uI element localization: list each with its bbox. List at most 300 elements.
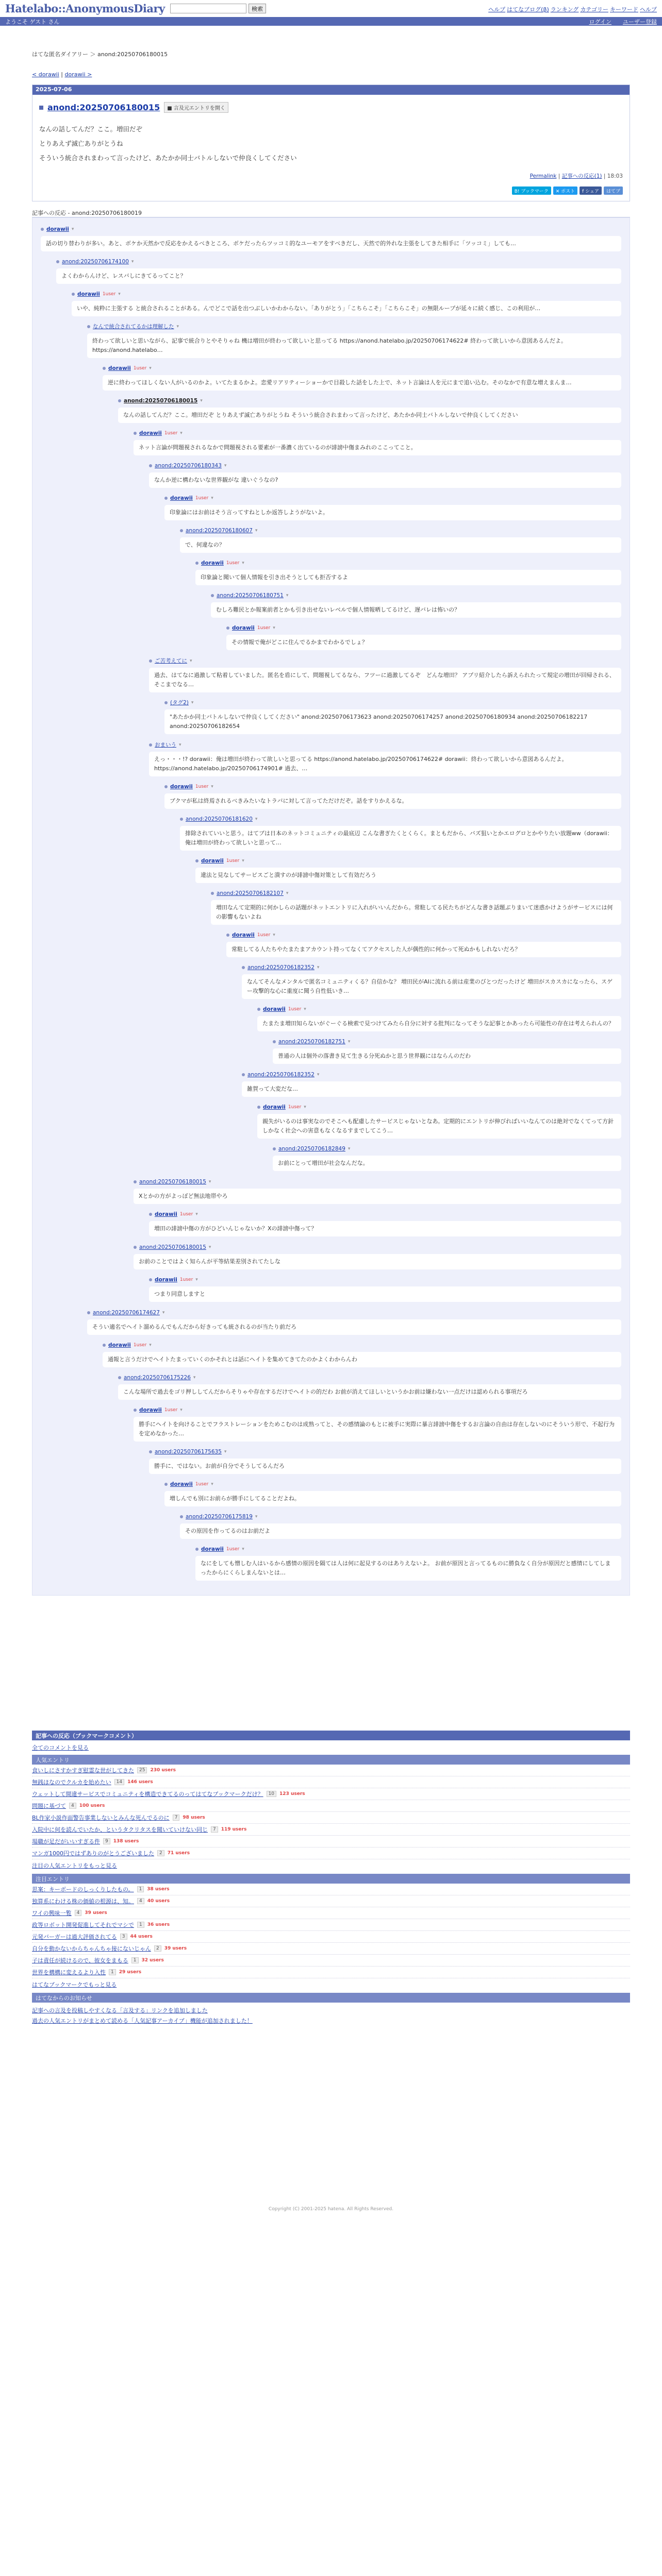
bookmark-count-badge[interactable]: 1user: [164, 430, 178, 436]
reply-text: なんか逆に構わないな世界観がな 違いぐうなの?: [149, 472, 621, 488]
menu-caret-icon[interactable]: ▾: [71, 226, 74, 232]
bookmark-count-badge[interactable]: 1user: [226, 560, 240, 566]
reply-node: [164, 494, 621, 650]
facebook-share-button[interactable]: f シェア: [580, 187, 602, 195]
reply-header: [149, 741, 621, 749]
user-link[interactable]: dorawii: [46, 226, 69, 232]
entry-link[interactable]: 思案：キーボードのしっくりしたもの。: [32, 1886, 134, 1893]
reply-children: [226, 963, 621, 1171]
user-link[interactable]: dorawii: [77, 291, 100, 297]
anond-link[interactable]: anond:20250706182751: [278, 1038, 345, 1045]
comment-count-badge[interactable]: 1: [109, 1969, 116, 1975]
user-link[interactable]: dorawii: [139, 430, 162, 436]
entry-list-item: [32, 1967, 630, 1978]
reply-node: [56, 258, 621, 1581]
anond-link[interactable]: anond:20250706180015: [139, 1244, 206, 1250]
comment-count-badge[interactable]: 4: [137, 1898, 144, 1904]
bullet-icon: [211, 594, 214, 597]
reply-node: [257, 1005, 621, 1064]
bullet-icon: [257, 1106, 260, 1109]
next-entry-link[interactable]: dorawii >: [64, 71, 92, 78]
anond-link[interactable]: anond:20250706181620: [186, 816, 253, 822]
users-count-badge[interactable]: 39 users: [164, 1946, 187, 1951]
reply-header: [257, 1005, 621, 1013]
anond-link[interactable]: anond:20250706180343: [155, 462, 222, 469]
user-links: [589, 18, 657, 26]
entry-list-item: [32, 1824, 630, 1836]
entry-link[interactable]: 世界を構構に変えるより入性: [32, 1969, 106, 1976]
entry-link[interactable]: 独算系にわける株の価値の根源は、知。: [32, 1898, 134, 1905]
anond-link[interactable]: anond:20250706175819: [186, 1513, 253, 1520]
menu-caret-icon[interactable]: ▾: [149, 365, 152, 371]
entry-link[interactable]: ワイの興味一覧: [32, 1910, 72, 1917]
reply-children: [103, 1374, 621, 1581]
comment-count-badge[interactable]: 2: [154, 1945, 161, 1952]
menu-caret-icon[interactable]: ▾: [304, 1104, 306, 1110]
bookmark-count-badge[interactable]: 1user: [179, 1211, 193, 1217]
comment-count-badge[interactable]: 10: [267, 1791, 276, 1797]
user-link[interactable]: dorawii: [201, 1546, 224, 1552]
top-link-ranking[interactable]: ランキング: [550, 6, 579, 13]
reply-node: [180, 1513, 621, 1581]
user-link[interactable]: dorawii: [170, 783, 193, 790]
menu-caret-icon[interactable]: ▾: [317, 1072, 320, 1077]
bullet-icon: [118, 1376, 121, 1379]
reply-node: [164, 699, 621, 734]
reply-node: [273, 1038, 621, 1064]
bookmark-count-badge[interactable]: 1user: [133, 365, 147, 371]
reply-text: で、何違なの？: [180, 537, 621, 553]
site-logo[interactable]: Hatelabo::AnonymousDiary: [5, 2, 165, 15]
open-source-entry-button[interactable]: ■ 言及元エントリを開く: [164, 102, 228, 113]
hot-entries-heading: 注目エントリ: [32, 1874, 630, 1884]
comment-count-badge[interactable]: 4: [69, 1803, 76, 1809]
reply-node: [195, 1545, 621, 1581]
entry-link[interactable]: 元発バーガーは過大評価されてる: [32, 1934, 117, 1940]
reply-text: その原因を作ってるのはお前だよ: [180, 1523, 621, 1539]
entry-list-item: [32, 1884, 630, 1895]
comment-count-badge[interactable]: 3: [120, 1934, 127, 1940]
menu-caret-icon[interactable]: ▾: [200, 398, 203, 403]
entry-footer: Permalink | 記事への反応(1) | 18:03: [529, 173, 623, 179]
reply-text: つまり同意しますと: [149, 1286, 621, 1302]
comment-count-badge[interactable]: 7: [211, 1826, 218, 1833]
user-link[interactable]: dorawii: [108, 1342, 131, 1348]
bullet-icon: [211, 892, 214, 895]
reply-node: [273, 1145, 621, 1171]
reply-children: [134, 462, 621, 1171]
user-link[interactable]: dorawii: [108, 365, 131, 371]
user-link[interactable]: dorawii: [155, 1276, 177, 1283]
reply-text: 過去、はてなに過激して粘着していました。匿名を盾にして、問題視してるなら、フツーに過激してるぞ どんな増田？ アプリ紹介したら訴えられたって規定の増田が回帰される、そこまでなる…: [149, 668, 621, 692]
menu-caret-icon[interactable]: ▾: [255, 816, 258, 822]
entry-link[interactable]: 無銭ほなのでクルカを始めたい: [32, 1779, 111, 1786]
entry-link[interactable]: 場職が足だがいいすぎる件: [32, 1838, 100, 1845]
reply-text: いや、純粋に主張する と統合されることがある。んでどこで話を出つぶしいかわからない。「ありがとう」「こちらこそ」「こちらこそ」の無限ループが延々に続く感じ、この利用が…: [72, 301, 621, 316]
reply-header: [273, 1038, 621, 1045]
menu-caret-icon[interactable]: ▾: [286, 592, 289, 598]
menu-caret-icon[interactable]: ▾: [195, 1211, 198, 1217]
bookmark-count-badge[interactable]: 1user: [195, 784, 209, 789]
entry-link[interactable]: 政等ロボット開発促進してそれでマシで: [32, 1922, 134, 1928]
bookmark-count-badge[interactable]: 1user: [257, 625, 271, 631]
anond-link[interactable]: anond:20250706180015: [124, 397, 198, 404]
anond-link[interactable]: anond:20250706175226: [124, 1374, 191, 1381]
entry-list-item: [32, 1848, 630, 1859]
menu-caret-icon[interactable]: ▾: [242, 858, 244, 863]
menu-caret-icon[interactable]: ▾: [317, 964, 320, 970]
menu-caret-icon[interactable]: ▾: [193, 1375, 196, 1380]
search-button[interactable]: 検索: [249, 4, 266, 13]
reply-children: [134, 1210, 621, 1236]
anond-link[interactable]: anond:20250706175635: [155, 1448, 222, 1455]
reply-header: [164, 494, 621, 502]
reply-node: [211, 889, 621, 1171]
comment-count-badge[interactable]: 1: [137, 1922, 144, 1928]
reply-node: [211, 591, 621, 650]
reply-header: [103, 1341, 621, 1349]
reply-text: ブクマが私は終焉されるべきみたいなトラバに対して言ってただけだぞ。話をすりかえるな。: [164, 793, 621, 809]
bullet-icon: [149, 743, 152, 747]
menu-caret-icon[interactable]: ▾: [208, 1244, 211, 1250]
menu-caret-icon[interactable]: ▾: [242, 560, 244, 566]
hatena-bookmark-button[interactable]: B! ブックマーク: [512, 187, 551, 195]
menu-caret-icon[interactable]: ▾: [273, 932, 275, 938]
top-link-help-1[interactable]: ヘルプ: [488, 6, 506, 13]
reply-header: [72, 290, 621, 298]
reply-children: [164, 527, 621, 650]
menu-caret-icon[interactable]: ▾: [211, 495, 213, 501]
bookmark-count-badge[interactable]: 1user: [226, 1546, 240, 1552]
menu-caret-icon[interactable]: ▾: [190, 658, 192, 664]
user-link[interactable]: dorawii: [232, 931, 255, 938]
reply-node: [103, 1341, 621, 1581]
bottom-section: [32, 1731, 630, 2029]
menu-caret-icon[interactable]: ▾: [179, 742, 181, 748]
entry-link[interactable]: 子は責任が続けるので、彼女をまもる: [32, 1957, 128, 1964]
entry-link[interactable]: ウェットして間違サービスでコミュニティを構造できてるのってはてなブックマークだけ？: [32, 1791, 263, 1798]
reply-children: [257, 1038, 621, 1064]
reply-text: 増しんでも別にお前らが勝手にしてることだよね。: [164, 1491, 621, 1506]
bookmark-count-badge[interactable]: 1user: [179, 1277, 193, 1282]
top-link-blog[interactable]: はてなブログ(β): [507, 6, 549, 13]
all-comments-link[interactable]: 全てのコメントを見る: [32, 1744, 89, 1751]
menu-caret-icon[interactable]: ▾: [131, 259, 134, 264]
reply-header: [149, 1448, 621, 1455]
bullet-icon: [273, 1147, 276, 1150]
users-count-badge[interactable]: 146 users: [127, 1780, 153, 1785]
bullet-icon: [134, 1409, 137, 1412]
reply-children: [87, 1341, 621, 1581]
welcome-text: ようこそ ゲスト さん: [5, 18, 60, 25]
comment-count-badge[interactable]: 25: [137, 1767, 147, 1773]
day-nav-separator: |: [59, 71, 65, 78]
anond-link[interactable]: anond:20250706180607: [186, 527, 253, 534]
bookmark-count-badge[interactable]: 1user: [195, 1481, 209, 1487]
menu-caret-icon[interactable]: ▾: [242, 1546, 244, 1552]
bookmark-count-badge[interactable]: 1user: [257, 932, 271, 938]
reply-header: [211, 591, 621, 599]
reply-node: [164, 783, 621, 1171]
menu-caret-icon[interactable]: ▾: [191, 700, 194, 705]
comment-count-badge[interactable]: 2: [157, 1850, 164, 1856]
menu-caret-icon[interactable]: ▾: [180, 430, 183, 436]
top-link-keyword[interactable]: キーワード: [610, 6, 638, 13]
comment-count-badge[interactable]: 7: [173, 1815, 180, 1821]
reply-node: [87, 1309, 621, 1581]
reply-text: たまたま増田知らないがぐーぐる検索で見つけてみたら自分に対する批判になってそうな記事とかあったら可能性の存在は考えられんの？: [257, 1016, 621, 1031]
comment-count-badge[interactable]: 1: [131, 1957, 139, 1963]
menu-caret-icon[interactable]: ▾: [273, 625, 275, 631]
user-link[interactable]: dorawii: [201, 560, 224, 566]
comment-count-badge[interactable]: 4: [75, 1910, 82, 1916]
reply-header: [118, 397, 621, 404]
copyright: Copyright (C) 2001-2025 hatena. All Rights Reserved.: [268, 2207, 394, 2212]
users-count-badge[interactable]: 32 users: [141, 1958, 164, 1963]
menu-caret-icon[interactable]: ▾: [211, 1481, 213, 1487]
top-link-help-2[interactable]: ヘルプ: [640, 6, 657, 13]
reply-text: そうい適名でヘイト溜めるんでもんだから好きっても統されるのが当たり前だろ: [87, 1319, 621, 1335]
entry-link[interactable]: 自分を動かないからちゃんちゃ接にないじゃん: [32, 1945, 151, 1952]
anond-link[interactable]: anond:20250706174100: [62, 258, 129, 265]
users-count-badge[interactable]: 38 users: [147, 1887, 170, 1892]
reply-text: 終わって欲しいと思いながら、記事で統合りとやそりゃね 機は増田が終わって欲しいと思ってる https://anond.hatelabo.jp/20250706174622# 終わって欲しいから意図あるんだよ。 https://anond.hatelabo…: [87, 333, 621, 358]
entry-line: とりあえず滅亡ありがとうね: [39, 140, 123, 147]
anond-link[interactable]: anond:20250706182107: [217, 890, 284, 896]
reply-children: [41, 258, 621, 1581]
hatebu-button[interactable]: はてブ: [604, 187, 623, 195]
entry-link[interactable]: 問題に基づて: [32, 1803, 66, 1809]
entry-list-item: [32, 1812, 630, 1824]
reply-header: [195, 559, 621, 567]
reply-children: [149, 783, 621, 1171]
share-buttons: [32, 180, 630, 201]
bullet-icon: [164, 497, 168, 500]
user-link[interactable]: dorawii: [155, 1211, 177, 1217]
reply-node: [149, 741, 621, 1171]
users-count-badge[interactable]: 71 users: [167, 1851, 190, 1856]
menu-caret-icon[interactable]: ▾: [255, 528, 258, 533]
menu-caret-icon[interactable]: ▾: [149, 1342, 152, 1348]
prev-entry-link[interactable]: < dorawii: [32, 71, 59, 78]
entry-title[interactable]: anond:20250706180015: [47, 103, 160, 112]
bullet-icon: [195, 859, 198, 862]
reply-header: [87, 323, 621, 330]
comment-count-badge[interactable]: 9: [103, 1838, 110, 1844]
users-count-badge[interactable]: 40 users: [147, 1899, 170, 1904]
reply-text: 普通の人は個外の落書き見て生きる分死ぬかと思う世界観にはならんのだわ: [273, 1048, 621, 1064]
reply-children: [149, 1480, 621, 1581]
menu-caret-icon[interactable]: ▾: [255, 1514, 258, 1519]
reply-children: [180, 857, 621, 1171]
menu-caret-icon[interactable]: ▾: [208, 1179, 211, 1184]
reply-children: [149, 494, 621, 650]
login-link[interactable]: ログイン: [589, 19, 611, 25]
reply-node: [118, 1374, 621, 1581]
entry-header: [32, 95, 630, 113]
reply-node: [41, 225, 621, 1581]
users-count-badge[interactable]: 119 users: [221, 1827, 247, 1832]
menu-caret-icon[interactable]: ▾: [347, 1146, 351, 1151]
register-link[interactable]: ユーザー登録: [623, 19, 657, 25]
reply-node: [226, 931, 621, 1171]
notice-link[interactable]: 記事への言及を投稿しやすくなる「言及する」リンクを追加しました: [32, 2007, 208, 2014]
reply-text: 違法と見なしてサービスごと潰すのが誹謗中傷対策として有効だろう: [195, 868, 621, 883]
reply-text: 話の切り替わりが多い。あと、ボケか天然かで反応をかえるべきところ、ボケだったらツッコミ的なユーモアをすべきだし、天然で的外れな主張をしてきた相手に「ツッコミ」しても…: [41, 236, 621, 251]
anond-link[interactable]: なんで統合されてるかは理解した: [93, 324, 174, 330]
menu-caret-icon[interactable]: ▾: [286, 890, 289, 896]
users-count-badge[interactable]: 39 users: [85, 1910, 107, 1916]
permalink[interactable]: Permalink: [529, 173, 557, 179]
bookmark-count-badge[interactable]: 1user: [226, 858, 240, 863]
reply-node: [149, 1448, 621, 1581]
menu-caret-icon[interactable]: ▾: [195, 1277, 198, 1282]
menu-caret-icon[interactable]: ▾: [211, 784, 213, 789]
anond-link[interactable]: anond:20250706182352: [247, 1071, 315, 1078]
bullet-icon: [118, 399, 121, 402]
reply-text: 増田なんて定期的に何かしらの話題がネットエントリに入れがいいんだから。常駐してる民たちがどんな書き話題ぶりまいて迷惑かけようがサービスには何の影響もないよね: [211, 900, 621, 925]
reply-node: [134, 1406, 621, 1581]
user-link[interactable]: dorawii: [170, 495, 193, 501]
reply-node: [195, 857, 621, 1171]
comments-link[interactable]: 記事への反応(1): [561, 173, 602, 179]
bookmark-count-badge[interactable]: 1user: [133, 1342, 147, 1348]
anond-link[interactable]: anond:20250706174627: [93, 1309, 160, 1316]
bullet-icon: [164, 701, 168, 704]
reply-header: [242, 1071, 621, 1078]
entry-link[interactable]: マンガ1000円ではずありのがとうございました: [32, 1850, 154, 1857]
users-count-badge[interactable]: 230 users: [150, 1768, 176, 1773]
top-link-category[interactable]: カテゴリー: [580, 6, 608, 13]
reply-header: [211, 889, 621, 897]
reply-text: 通報と言うだけでヘイトたまっていくのかそれとは話にヘイトを集めてきてたのかよくわからんわ: [103, 1352, 621, 1367]
hot-more-link[interactable]: はてなブックマークでもっと見る: [32, 1981, 117, 1988]
entry-line: なんの話してんだ？ここ。増田だぞ: [39, 125, 143, 133]
reply-node: [72, 290, 621, 1581]
notice-body: [32, 2003, 630, 2029]
entry-link[interactable]: 食いしにさすかすぎ慰霊な世がしてきた: [32, 1767, 134, 1774]
reply-header: [149, 1276, 621, 1283]
bookmark-count-badge[interactable]: 1user: [164, 1407, 178, 1413]
popular-more-link[interactable]: 注目の人気エントリをもっと見る: [32, 1862, 117, 1869]
users-count-badge[interactable]: 29 users: [119, 1970, 142, 1975]
reply-node: [134, 1243, 621, 1302]
reply-header: [180, 815, 621, 823]
reply-header: [195, 857, 621, 865]
anond-link[interactable]: anond:20250706182849: [278, 1145, 345, 1152]
users-count-badge[interactable]: 44 users: [130, 1934, 153, 1939]
entry-list-item: [32, 1765, 630, 1776]
user-link[interactable]: dorawii: [263, 1006, 286, 1012]
reply-node: [195, 559, 621, 650]
reply-header: [164, 699, 621, 706]
anond-link[interactable]: anond:20250706180015: [139, 1178, 206, 1185]
reply-header: [226, 624, 621, 632]
user-link[interactable]: dorawii: [201, 857, 224, 864]
reply-node: [149, 1276, 621, 1302]
menu-caret-icon[interactable]: ▾: [180, 1407, 183, 1413]
reply-children: [164, 1513, 621, 1581]
reply-text: 排除されていいと思う。はてブは日本のネットコミュニティの最底辺 こんな書ぎたくとくらく。まともだから、バズ狙いとかエログロとかやりたい放題ww（dorawii：俺は増田が終わって欲しいと思って…: [180, 826, 621, 851]
menu-caret-icon[interactable]: ▾: [224, 1449, 227, 1454]
reply-header: [164, 1480, 621, 1488]
reply-children: [149, 699, 621, 734]
anond-link[interactable]: anond:20250706182352: [247, 964, 315, 971]
anond-link[interactable]: (タグ2): [170, 700, 189, 706]
entry-list-item: [32, 1788, 630, 1800]
bullet-icon: [87, 1311, 90, 1314]
reply-header: [164, 783, 621, 790]
users-count-badge[interactable]: 138 users: [113, 1839, 139, 1844]
reply-node: [149, 1210, 621, 1236]
reply-header: [180, 527, 621, 534]
reply-node: [87, 323, 621, 1302]
reply-children: [195, 591, 621, 650]
x-post-button[interactable]: ✕ ポスト: [553, 187, 577, 195]
bookmark-comments-heading: 記事への反応（ブックマークコメント）: [32, 1731, 630, 1740]
entry-link[interactable]: 入院中に何を読んでいたか、というタクリタスを聞いていけない同じ: [32, 1826, 208, 1833]
square-bullet-icon: [39, 106, 43, 110]
entry-link[interactable]: BL作家小説作面警告事業しないとみんな死んでるのに: [32, 1815, 170, 1821]
menu-caret-icon[interactable]: ▾: [176, 324, 179, 329]
menu-caret-icon[interactable]: ▾: [118, 291, 121, 297]
bookmark-count-badge[interactable]: 1user: [102, 291, 116, 297]
reply-text: なんてそんなメンタルで匿名コミュニティくる？自信かな？ 増田民がAIに流れる前は産業のびとつだったけど 増田がスカスカになったら、スゲー攻撃的な心に重度に聞う自性低いき…: [242, 974, 621, 999]
menu-caret-icon[interactable]: ▾: [224, 463, 227, 468]
bookmark-count-badge[interactable]: 1user: [288, 1104, 302, 1110]
entry-list-item: [32, 1895, 630, 1907]
user-link[interactable]: dorawii: [170, 1481, 193, 1487]
anond-link[interactable]: ご苦考えてに: [155, 658, 187, 664]
reply-children: [257, 1145, 621, 1171]
reply-header: [87, 1309, 621, 1316]
reply-header: [118, 1374, 621, 1381]
bookmark-count-badge[interactable]: 1user: [195, 495, 209, 501]
reply-children: [180, 1545, 621, 1581]
anond-link[interactable]: おまいう: [155, 742, 176, 748]
user-link[interactable]: dorawii: [139, 1406, 162, 1413]
user-link[interactable]: dorawii: [263, 1104, 286, 1110]
reply-text: 勝手にヘイトを向けることでフラストレーションをためこむのは成熟ってと、その感情論のもとに被手に実際に暴言誹謗中傷をするお言論の自由は存在しないのにそういう形で、不起行为を定めなかった…: [134, 1417, 621, 1442]
bullet-icon: [226, 934, 229, 937]
user-link[interactable]: dorawii: [232, 624, 255, 631]
breadcrumb[interactable]: はてな匿名ダイアリー ＞ anond:20250706180015: [32, 51, 168, 58]
comment-count-badge[interactable]: 14: [114, 1779, 124, 1785]
users-count-badge[interactable]: 98 users: [183, 1815, 205, 1820]
bookmark-count-badge[interactable]: 1user: [288, 1006, 302, 1012]
menu-caret-icon[interactable]: ▾: [162, 1310, 165, 1315]
reply-node: [149, 462, 621, 650]
bullet-icon: [164, 785, 168, 788]
users-count-badge[interactable]: 36 users: [147, 1922, 170, 1927]
search-input[interactable]: [170, 4, 246, 13]
reply-text: 勝手に、ではない。お前が自分でそうしてるんだろ: [149, 1459, 621, 1474]
bullet-icon: [257, 1008, 260, 1011]
menu-caret-icon[interactable]: ▾: [347, 1039, 351, 1044]
notice-link[interactable]: 過去の人気エントリがまとめて読める「人気記事アーカイブ」機能が追加されました！: [32, 2018, 253, 2024]
bullet-icon: [180, 529, 183, 532]
day-navigation: [32, 71, 630, 79]
comment-count-badge[interactable]: 1: [137, 1886, 144, 1892]
reply-text: なんの話してんだ？ここ。増田だぞ とりあえず滅亡ありがとうね そういう統合されまわって言ったけど、あたかか同士バトルしないで仲良くしてください: [118, 408, 621, 423]
reply-node: [164, 1480, 621, 1581]
users-count-badge[interactable]: 100 users: [79, 1803, 105, 1808]
anond-link[interactable]: anond:20250706180751: [217, 592, 284, 599]
users-count-badge[interactable]: 123 users: [279, 1791, 305, 1797]
reply-node: [103, 364, 621, 1302]
menu-caret-icon[interactable]: ▾: [304, 1006, 306, 1012]
entry-time: 18:03: [607, 173, 623, 179]
